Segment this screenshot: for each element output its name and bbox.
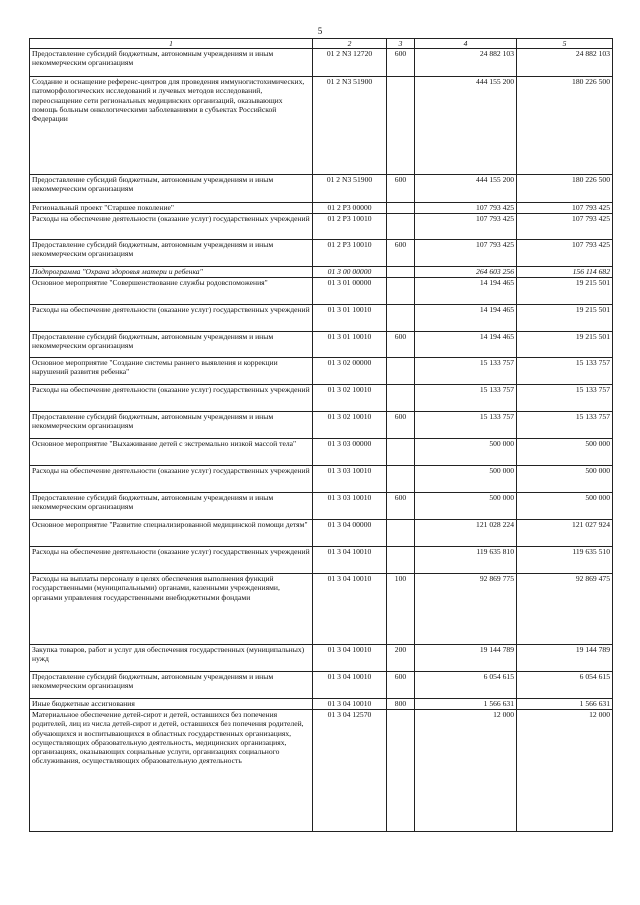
row-amount-year2-cell: 500 000: [517, 493, 613, 520]
page-number: 5: [317, 26, 323, 36]
row-amount-year1-cell: 264 603 256: [415, 267, 517, 278]
table-row: [30, 240, 613, 267]
row-code-cell: 01 3 04 12570: [313, 710, 387, 832]
row-amount-year2-cell: 15 133 757: [517, 385, 613, 412]
row-amount-year2-cell: 92 869 475: [517, 574, 613, 645]
table-row: [30, 332, 613, 358]
row-expense-type-cell: [387, 710, 415, 832]
row-amount-year1-cell: 444 155 200: [415, 175, 517, 203]
table-row: [30, 699, 613, 710]
row-name-cell: Расходы на выплаты персоналу в целях обеспечения выполнения функций государственными (муниципальными) органами, казенными учреждениями, органами управления государственными внебюджетными фондами: [30, 574, 313, 645]
row-expense-type-cell: 800: [387, 699, 415, 710]
row-code-cell: 01 3 04 10010: [313, 574, 387, 645]
row-name-cell: Расходы на обеспечение деятельности (оказание услуг) государственных учреждений: [30, 305, 313, 332]
row-amount-year1-cell: 12 000: [415, 710, 517, 832]
row-name-cell: Предоставление субсидий бюджетным, автономным учреждениям и иным некоммерческим организациям: [30, 493, 313, 520]
row-amount-year1-cell: 15 133 757: [415, 412, 517, 439]
row-amount-year1-cell: 1 566 631: [415, 699, 517, 710]
row-code-cell: 01 3 03 10010: [313, 493, 387, 520]
row-amount-year2-cell: 107 793 425: [517, 240, 613, 267]
row-code-cell: 01 3 00 00000: [313, 267, 387, 278]
row-name-cell: Основное мероприятие "Выхаживание детей с экстремально низкой массой тела": [30, 439, 313, 466]
row-name-cell: Материальное обеспечение детей-сирот и детей, оставшихся без попечения родителей, лиц из числа детей-сирот и детей, оставшихся без попечения родителей, обучающихся и воспитывающихся в областных государственных организациях, осуществляющих образовательную деятельность, медицинских организациях, организациях, оказывающих социальные услуги, организациях социального обслуживания, осуществляющих образовательную деятельность: [30, 710, 313, 832]
row-code-cell: 01 3 03 00000: [313, 439, 387, 466]
row-name-cell: Предоставление субсидий бюджетным, автономным учреждениям и иным некоммерческим организациям: [30, 49, 313, 77]
row-amount-year1-cell: 500 000: [415, 466, 517, 493]
table-row: [30, 203, 613, 214]
header-col-5: 5: [517, 39, 613, 49]
row-amount-year2-cell: 107 793 425: [517, 203, 613, 214]
table-row: [30, 520, 613, 547]
table-body: [30, 49, 613, 832]
table-row: [30, 412, 613, 439]
row-amount-year2-cell: 156 114 682: [517, 267, 613, 278]
row-name-cell: Расходы на обеспечение деятельности (оказание услуг) государственных учреждений: [30, 466, 313, 493]
row-code-cell: 01 2 N3 51900: [313, 77, 387, 175]
row-code-cell: 01 2 P3 00000: [313, 203, 387, 214]
row-code-cell: 01 3 03 10010: [313, 466, 387, 493]
row-expense-type-cell: [387, 305, 415, 332]
row-name-cell: Основное мероприятие "Совершенствование службы родовспоможения": [30, 278, 313, 305]
row-amount-year1-cell: 121 028 224: [415, 520, 517, 547]
table-row: [30, 439, 613, 466]
table-row: [30, 358, 613, 385]
table-row: [30, 672, 613, 699]
table-row: [30, 175, 613, 203]
row-expense-type-cell: [387, 278, 415, 305]
row-amount-year2-cell: 24 882 103: [517, 49, 613, 77]
row-name-cell: Предоставление субсидий бюджетным, автономным учреждениям и иным некоммерческим организациям: [30, 672, 313, 699]
row-amount-year1-cell: 107 793 425: [415, 240, 517, 267]
row-expense-type-cell: [387, 214, 415, 240]
table-row: [30, 547, 613, 574]
row-expense-type-cell: 600: [387, 493, 415, 520]
header-col-3: 3: [387, 39, 415, 49]
row-amount-year2-cell: 15 133 757: [517, 358, 613, 385]
row-code-cell: 01 3 01 10010: [313, 305, 387, 332]
row-name-cell: Предоставление субсидий бюджетным, автономным учреждениям и иным некоммерческим организациям: [30, 332, 313, 358]
row-amount-year1-cell: 92 869 775: [415, 574, 517, 645]
table-row: [30, 645, 613, 672]
header-col-1: 1: [30, 39, 313, 49]
table-row: [30, 466, 613, 493]
row-name-cell: Подпрограмма "Охрана здоровья матери и ребенка": [30, 267, 313, 278]
row-amount-year2-cell: 1 566 631: [517, 699, 613, 710]
row-name-cell: Расходы на обеспечение деятельности (оказание услуг) государственных учреждений: [30, 385, 313, 412]
row-amount-year2-cell: 121 027 924: [517, 520, 613, 547]
row-expense-type-cell: 600: [387, 240, 415, 267]
row-name-cell: Предоставление субсидий бюджетным, автономным учреждениям и иным некоммерческим организациям: [30, 412, 313, 439]
row-code-cell: 01 2 N3 51900: [313, 175, 387, 203]
row-amount-year2-cell: 19 215 501: [517, 305, 613, 332]
row-amount-year2-cell: 19 144 789: [517, 645, 613, 672]
table-row: [30, 574, 613, 645]
row-expense-type-cell: 200: [387, 645, 415, 672]
row-code-cell: 01 3 04 10010: [313, 547, 387, 574]
row-expense-type-cell: 600: [387, 332, 415, 358]
header-col-4: 4: [415, 39, 517, 49]
row-expense-type-cell: [387, 358, 415, 385]
header-col-2: 2: [313, 39, 387, 49]
row-amount-year1-cell: 15 133 757: [415, 358, 517, 385]
row-name-cell: Создание и оснащение референс-центров для проведения иммуногистохимических, патоморфологических исследований и лучевых методов исследований, переоснащение сети региональных медицинских организаций, оказывающих помощь больным онкологическими заболеваниями в субъектах Российской Федерации: [30, 77, 313, 175]
row-name-cell: Предоставление субсидий бюджетным, автономным учреждениям и иным некоммерческим организациям: [30, 175, 313, 203]
row-amount-year1-cell: 14 194 465: [415, 305, 517, 332]
row-code-cell: 01 3 01 00000: [313, 278, 387, 305]
row-code-cell: 01 2 P3 10010: [313, 240, 387, 267]
table-row: [30, 77, 613, 175]
row-expense-type-cell: [387, 203, 415, 214]
table-row: [30, 214, 613, 240]
row-amount-year1-cell: 6 054 615: [415, 672, 517, 699]
row-amount-year2-cell: 19 215 501: [517, 278, 613, 305]
table-row: [30, 305, 613, 332]
row-code-cell: 01 3 02 10010: [313, 412, 387, 439]
row-code-cell: 01 3 02 10010: [313, 385, 387, 412]
row-amount-year1-cell: 19 144 789: [415, 645, 517, 672]
row-expense-type-cell: [387, 466, 415, 493]
row-amount-year2-cell: 15 133 757: [517, 412, 613, 439]
row-amount-year2-cell: 180 226 500: [517, 77, 613, 175]
row-code-cell: 01 3 04 00000: [313, 520, 387, 547]
row-code-cell: 01 3 01 10010: [313, 332, 387, 358]
row-amount-year1-cell: 14 194 465: [415, 278, 517, 305]
row-name-cell: Расходы на обеспечение деятельности (оказание услуг) государственных учреждений: [30, 214, 313, 240]
row-amount-year2-cell: 107 793 425: [517, 214, 613, 240]
row-amount-year1-cell: 500 000: [415, 493, 517, 520]
row-expense-type-cell: 600: [387, 672, 415, 699]
table-row: [30, 49, 613, 77]
row-expense-type-cell: [387, 267, 415, 278]
row-amount-year2-cell: 12 000: [517, 710, 613, 832]
row-amount-year2-cell: 19 215 501: [517, 332, 613, 358]
row-name-cell: Региональный проект "Старшее поколение": [30, 203, 313, 214]
row-amount-year2-cell: 500 000: [517, 439, 613, 466]
table-row: [30, 493, 613, 520]
row-amount-year1-cell: 24 882 103: [415, 49, 517, 77]
row-name-cell: Предоставление субсидий бюджетным, автономным учреждениям и иным некоммерческим организациям: [30, 240, 313, 267]
table-row: [30, 278, 613, 305]
row-amount-year2-cell: 6 054 615: [517, 672, 613, 699]
row-code-cell: 01 3 04 10010: [313, 699, 387, 710]
row-code-cell: 01 3 04 10010: [313, 645, 387, 672]
row-name-cell: Закупка товаров, работ и услуг для обеспечения государственных (муниципальных) нужд: [30, 645, 313, 672]
table-row: [30, 267, 613, 278]
row-amount-year1-cell: 107 793 425: [415, 203, 517, 214]
row-amount-year1-cell: 15 133 757: [415, 385, 517, 412]
row-expense-type-cell: 600: [387, 412, 415, 439]
row-amount-year2-cell: 500 000: [517, 466, 613, 493]
row-name-cell: Иные бюджетные ассигнования: [30, 699, 313, 710]
table-row: [30, 710, 613, 832]
row-expense-type-cell: [387, 520, 415, 547]
row-name-cell: Основное мероприятие "Развитие специализированной медицинской помощи детям": [30, 520, 313, 547]
row-amount-year1-cell: 14 194 465: [415, 332, 517, 358]
row-expense-type-cell: [387, 439, 415, 466]
row-expense-type-cell: 600: [387, 175, 415, 203]
row-code-cell: 01 3 04 10010: [313, 672, 387, 699]
row-code-cell: 01 2 N3 12720: [313, 49, 387, 77]
row-amount-year2-cell: 180 226 500: [517, 175, 613, 203]
row-expense-type-cell: [387, 385, 415, 412]
row-amount-year1-cell: 500 000: [415, 439, 517, 466]
row-expense-type-cell: [387, 547, 415, 574]
row-expense-type-cell: 100: [387, 574, 415, 645]
row-expense-type-cell: 600: [387, 49, 415, 77]
row-amount-year1-cell: 119 635 810: [415, 547, 517, 574]
budget-table: [29, 38, 613, 832]
row-expense-type-cell: [387, 77, 415, 175]
row-code-cell: 01 3 02 00000: [313, 358, 387, 385]
row-amount-year1-cell: 444 155 200: [415, 77, 517, 175]
row-code-cell: 01 2 P3 10010: [313, 214, 387, 240]
row-amount-year1-cell: 107 793 425: [415, 214, 517, 240]
table-header-row: [30, 39, 613, 49]
row-name-cell: Расходы на обеспечение деятельности (оказание услуг) государственных учреждений: [30, 547, 313, 574]
row-name-cell: Основное мероприятие "Создание системы раннего выявления и коррекции нарушений развития ребенка": [30, 358, 313, 385]
table-row: [30, 385, 613, 412]
row-amount-year2-cell: 119 635 510: [517, 547, 613, 574]
